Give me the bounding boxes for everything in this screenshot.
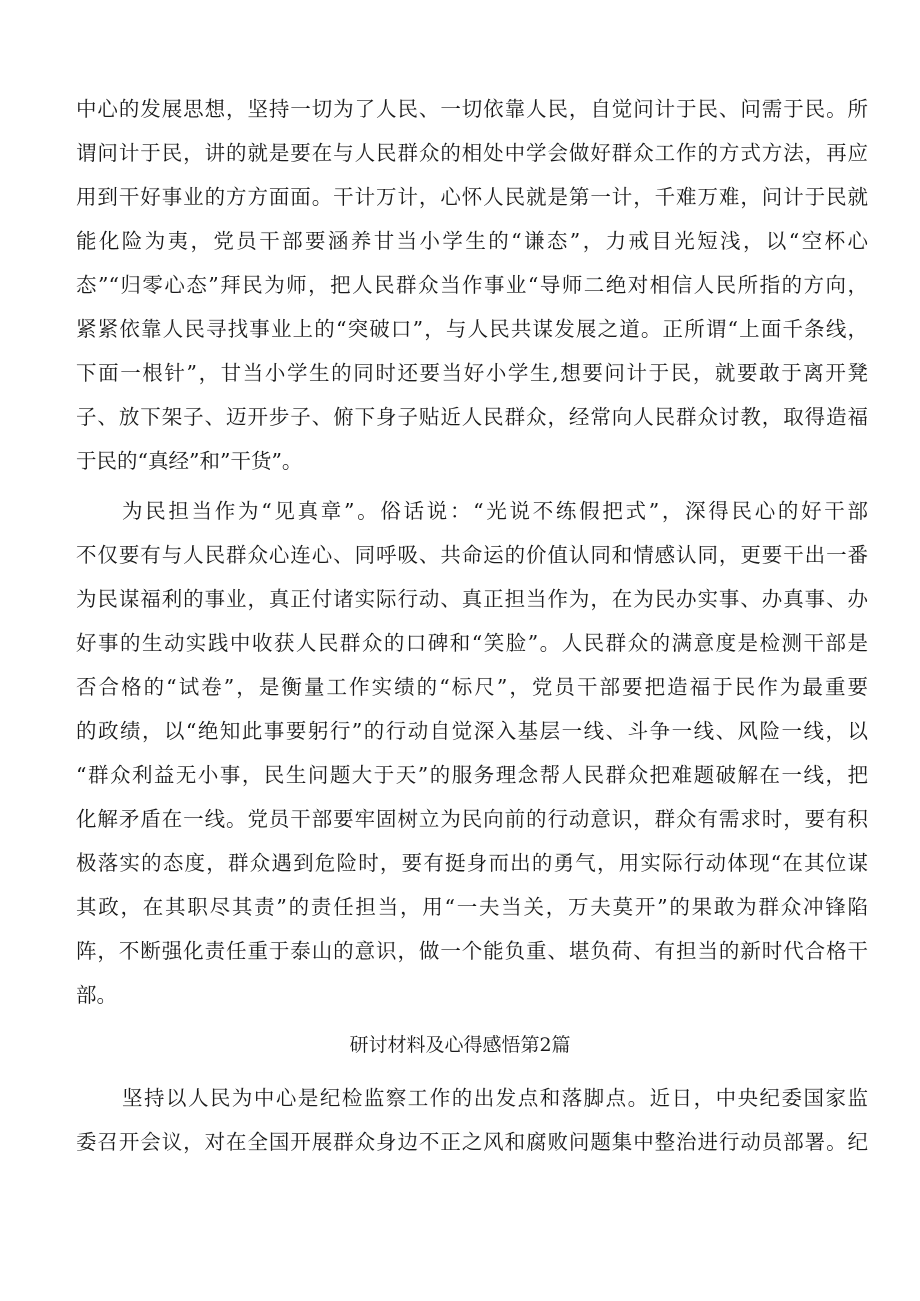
text-line: 化解矛盾在一线。党员干部要牢固树立为民向前的行动意识，群众有需求时，要有积 bbox=[76, 807, 868, 831]
text-line: 其政，在其职尽其责”的责任担当，用“一夫当关，万夫莫开”的果敢为群众冲锋陷 bbox=[76, 895, 868, 919]
text-line: 用到干好事业的方方面面。干计万计，心怀人民就是第一计，千难万难，问计于民就 bbox=[76, 185, 868, 209]
text-line: 部。 bbox=[76, 983, 117, 1007]
text-line: 极落实的态度，群众遇到危险时，要有挺身而出的勇气，用实际行动体现“在其位谋 bbox=[76, 851, 868, 875]
text-line: 否合格的“试卷”，是衡量工作实绩的“标尺”，党员干部要把造福于民作为最重要 bbox=[76, 675, 868, 699]
text-line: 能化险为夷，党员干部要涵养甘当小学生的“谦态”，力戒目光短浅，以“空杯心 bbox=[76, 229, 868, 253]
text-line: 为民担当作为“见真章”。俗话说：“光说不练假把式”，深得民心的好干部 bbox=[122, 499, 868, 523]
text-line: “群众利益无小事，民生问题大于天”的服务理念帮人民群众把难题破解在一线，把 bbox=[76, 763, 868, 787]
text-line: 委召开会议，对在全国开展群众身边不正之风和腐败问题集中整治进行动员部署。纪 bbox=[76, 1130, 868, 1154]
text-line: 谓问计于民，讲的就是要在与人民群众的相处中学会做好群众工作的方式方法，再应 bbox=[76, 141, 868, 165]
text-line: 为民谋福利的事业，真正付诸实际行动、真正担当作为，在为民办实事、办真事、办 bbox=[76, 587, 868, 611]
text-line: 阵，不断强化责任重于泰山的意识，做一个能负重、堪负荷、有担当的新时代合格干 bbox=[76, 939, 868, 963]
text-line: 子、放下架子、迈开步子、俯下身子贴近人民群众，经常向人民群众讨教，取得造福 bbox=[76, 405, 868, 429]
text-line: 不仅要有与人民群众心连心、同呼吸、共命运的价值认同和情感认同，更要干出一番 bbox=[76, 543, 868, 567]
text-line: 下面一根针”，甘当小学生的同时还要当好小学生,想要问计于民，就要敢于离开凳 bbox=[76, 361, 868, 385]
text-line: 于民的“真经”和”干货”。 bbox=[76, 449, 303, 473]
text-line: 好事的生动实践中收获人民群众的口碑和“笑脸”。人民群众的满意度是检测干部是 bbox=[76, 631, 868, 655]
text-line: 坚持以人民为中心是纪检监察工作的出发点和落脚点。近日，中央纪委国家监 bbox=[122, 1086, 868, 1110]
text-line: 态”“归零心态”拜民为师，把人民群众当作事业“导师二绝对相信人民所指的方向， bbox=[76, 273, 868, 297]
text-line: 中心的发展思想，坚持一切为了人民、一切依靠人民，自觉问计于民、问需于民。所 bbox=[76, 97, 868, 121]
text-line: 的政绩，以“绝知此事要躬行”的行动自觉深入基层一线、斗争一线、风险一线，以 bbox=[76, 719, 868, 743]
section-heading: 研讨材料及心得感悟第2篇 bbox=[349, 1034, 571, 1056]
text-line: 紧紧依靠人民寻找事业上的“突破口”，与人民共谋发展之道。正所谓“上面千条线， bbox=[76, 317, 868, 341]
